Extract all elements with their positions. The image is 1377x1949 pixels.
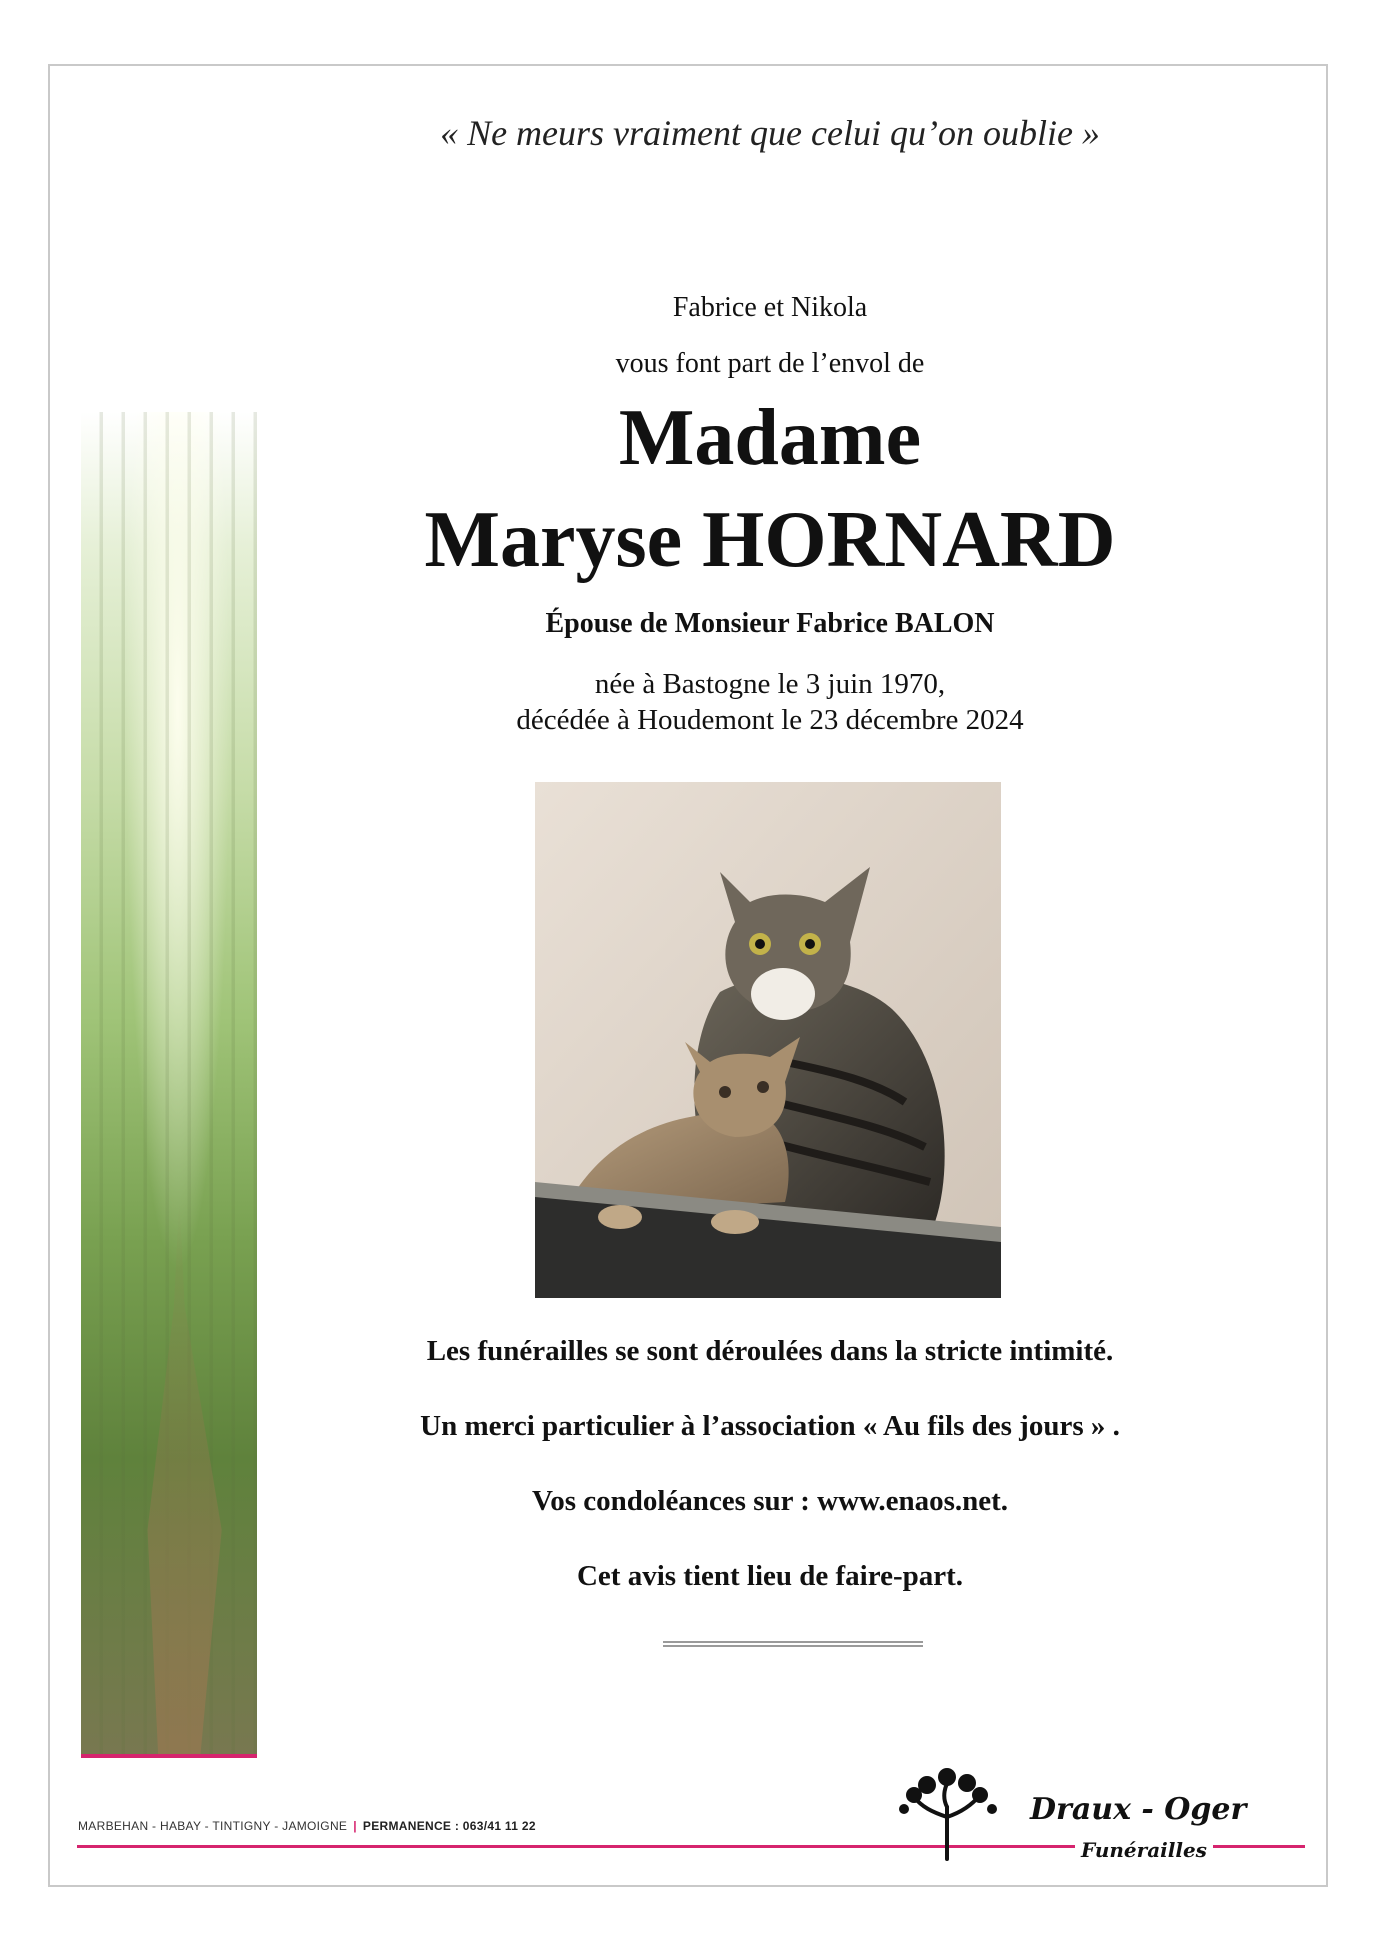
divider bbox=[663, 1641, 923, 1647]
message-funeral: Les funérailles se sont déroulées dans la stricte intimité. bbox=[426, 1335, 1114, 1367]
deceased-title: Madame bbox=[618, 394, 922, 482]
footer-locations: MARBEHAN - HABAY - TINTIGNY - JAMOIGNE bbox=[78, 1819, 348, 1833]
logo-name: Draux - Oger bbox=[1030, 1792, 1247, 1827]
quote: « Ne meurs vraiment que celui qu’on oublie » bbox=[440, 113, 1100, 153]
message-condolences: Vos condoléances sur : www.enaos.net. bbox=[531, 1485, 1009, 1517]
message-notice: Cet avis tient lieu de faire-part. bbox=[576, 1560, 964, 1592]
footer-separator: | bbox=[353, 1819, 357, 1833]
cats-photo bbox=[535, 782, 1001, 1298]
spouse-line: Épouse de Monsieur Fabrice BALON bbox=[545, 608, 995, 639]
announcing-names: Fabrice et Nikola bbox=[672, 292, 868, 323]
forest-path-image bbox=[81, 412, 257, 1754]
message-thanks: Un merci particulier à l’association « Au fils des jours » . bbox=[420, 1410, 1120, 1442]
logo-subtitle: Funérailles bbox=[1075, 1838, 1213, 1862]
death-line: décédée à Houdemont le 23 décembre 2024 bbox=[516, 704, 1024, 736]
footer-info bbox=[78, 1819, 536, 1833]
tree-logo-icon bbox=[892, 1767, 1002, 1863]
footer-permanence: PERMANENCE : 063/41 11 22 bbox=[362, 1819, 536, 1833]
deceased-name: Maryse HORNARD bbox=[424, 496, 1116, 584]
forest-accent-line bbox=[81, 1754, 257, 1758]
announcing-phrase: vous font part de l’envol de bbox=[615, 348, 925, 379]
birth-line: née à Bastogne le 3 juin 1970, bbox=[594, 668, 946, 700]
